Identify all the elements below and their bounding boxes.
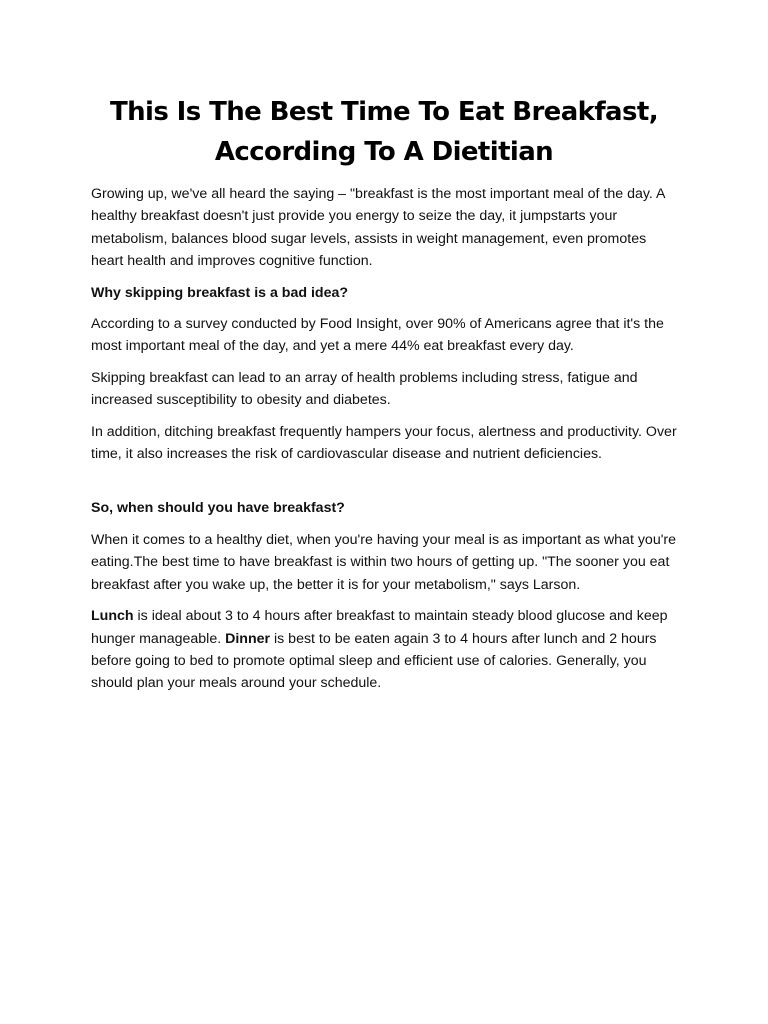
meal-schedule-paragraph	[91, 605, 681, 695]
intro-paragraph: Growing up, we've all heard the saying – "breakfast is the most important meal of the day. A healthy breakfast doesn't just provide you energy to seize the day, it jumpstarts your metabolism, balances blood sugar levels, assists in weight management, even promotes heart health and improves cognitive function.	[91, 186, 665, 270]
health-problems-paragraph: Skipping breakfast can lead to an array of health problems including stress, fatigue and increased susceptibility to obesity and diabetes.	[91, 369, 638, 409]
lunch-label: Lunch	[91, 608, 134, 625]
focus-paragraph: In addition, ditching breakfast frequently hampers your focus, alertness and productivity. Over time, it also increases the risk of cardiovascular disease and nutrient deficiencies.	[91, 423, 677, 463]
lunch-text: is ideal about 3 to 4 hours after breakfast to maintain steady blood glucose and keep hunger manageable.	[91, 608, 668, 647]
document-body	[91, 92, 681, 695]
dinner-label: Dinner	[225, 630, 271, 647]
page-title	[91, 92, 677, 172]
dinner-text: is best to be eaten again 3 to 4 hours after lunch and 2 hours before going to bed to promote optimal sleep and efficient use of calories. Generally, you should plan your meals around your schedule.	[91, 630, 657, 692]
survey-paragraph: According to a survey conducted by Food Insight, over 90% of Americans agree that it's the most important meal of the day, and yet a mere 44% eat breakfast every day.	[91, 316, 664, 355]
section-heading-skipping-breakfast: Why skipping breakfast is a bad idea?	[91, 284, 349, 301]
title-line-2: According To A Dietitian	[214, 137, 554, 167]
title-line-1: This Is The Best Time To Eat Breakfast,	[110, 97, 658, 127]
timing-paragraph: When it comes to a healthy diet, when you're having your meal is as important as what you're eating.The best time to have breakfast is within two hours of getting up. "The sooner you eat breakfast after you wake up, the better it is for your metabolism," says Larson.	[91, 531, 677, 593]
section-heading-when-breakfast: So, when should you have breakfast?	[91, 500, 345, 517]
